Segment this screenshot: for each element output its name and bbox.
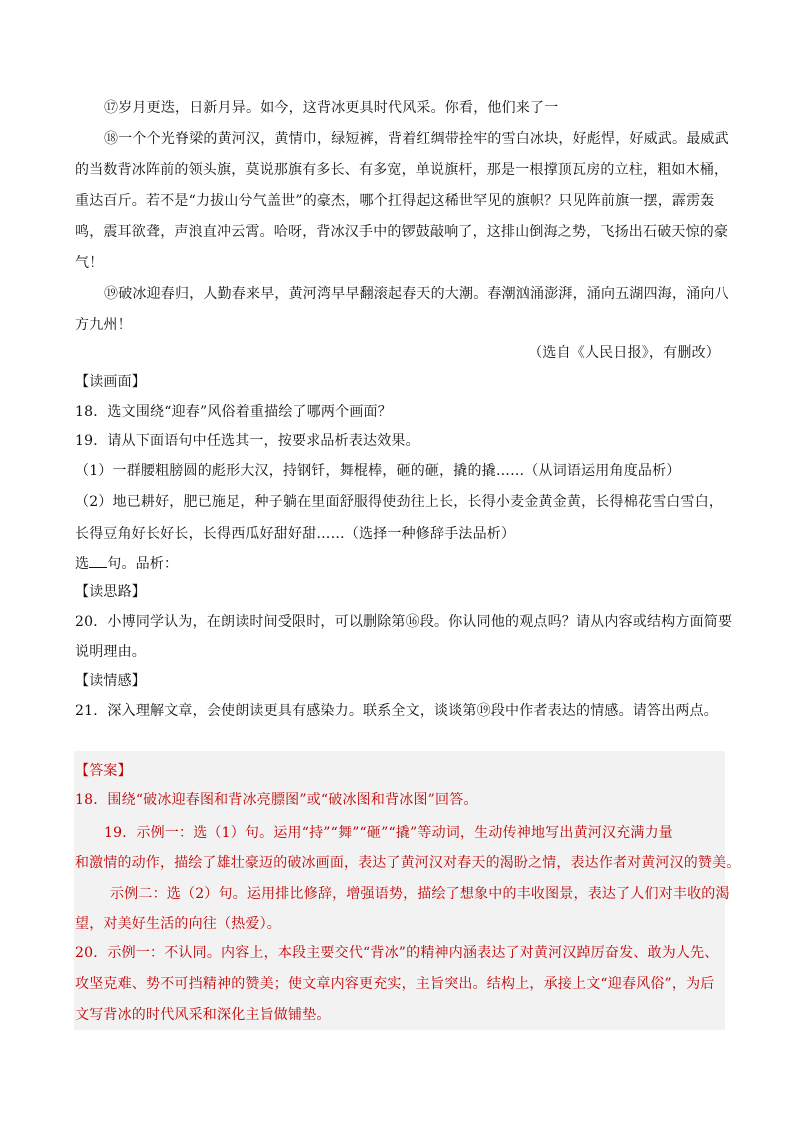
answer-19-line-1: 19．示例一：选（1）句。运用“持”“舞”“砸”“撬”等动词，生动传神地写出黄河汉充满力量 xyxy=(104,825,673,841)
answer-label: 【答案】 xyxy=(75,763,132,779)
question-19-option-2-line-2: 长得豆角好长好长，长得西瓜好甜好甜……（选择一种修辞手法品析） xyxy=(75,526,516,542)
paragraph-18-line-1: ⑱一个个光脊梁的黄河汉，黄情巾，绿短裤，背着红绸带拴牢的雪白冰块，好彪悍，好威武。最威武 xyxy=(104,131,729,147)
question-19: 19．请从下面语句中任选其一，按要求品析表达效果。 xyxy=(75,433,420,449)
question-20-line-1: 20．小博同学认为，在朗读时间受限时，可以删除第⑯段。你认同他的观点吗？请从内容或结构方面简要 xyxy=(75,614,733,630)
paragraph-18-line-3: 重达百斤。若不是“力拔山兮气盖世”的豪杰，哪个扛得起这稀世罕见的旗帜？只见阵前旗一摆，霹雳轰 xyxy=(75,193,715,209)
question-19-option-2-line-1: （2）地已耕好，肥已施足，种子躺在里面舒服得使劲往上长，长得小麦金黄金黄，长得棉花雪白雪白， xyxy=(75,494,724,510)
question-20-line-2: 说明理由。 xyxy=(75,644,146,660)
select-suffix: 句。品析： xyxy=(107,556,179,572)
answer-20-line-3: 文写背冰的时代风采和深化主旨做铺垫。 xyxy=(75,1007,331,1023)
question-19-option-1: （1）一群腰粗膀圆的彪形大汉，持钢钎，舞棍棒，砸的砸，撬的撬……（从词语运用角度品析） xyxy=(75,463,681,479)
paragraph-19-line-2: 方九州！ xyxy=(75,317,132,333)
paragraph-18-line-4: 鸣，震耳欲聋，声浪直冲云霄。哈呀，背冰汉手中的锣鼓敲响了，这排山倒海之势，飞扬出石破天惊的豪 xyxy=(75,224,729,240)
paragraph-18-line-2: 的当数背冰阵前的领头旗，莫说那旗有多长、有多宽，单说旗杆，那是一根撑顶瓦房的立柱，粗如木桶， xyxy=(75,162,729,178)
paragraph-17: ⑰岁月更迭，日新月异。如今，这背冰更具时代风采。你看，他们来了一 xyxy=(104,100,559,116)
answer-blank xyxy=(89,553,107,568)
question-19-answer-prompt xyxy=(75,553,178,574)
answer-18: 18．围绕“破冰迎春图和背冰亮膘图”或“破冰图和背冰图”回答。 xyxy=(75,792,478,808)
answer-19-line-2: 和激情的动作，描绘了雄壮豪迈的破冰画面，表达了黄河汉对春天的渴盼之情，表达作者对黄河汉的赞美。 xyxy=(75,855,741,871)
source-citation: （选自《人民日报》，有删改） xyxy=(528,345,720,361)
paragraph-19-line-1: ⑲破冰迎春归，人勤春来早，黄河湾早早翻滚起春天的大潮。春潮汹涌澎湃，涌向五湖四海，涌向八 xyxy=(104,286,729,302)
paragraph-18-line-5: 气！ xyxy=(75,255,104,271)
question-18: 18．选文围绕“迎春”风俗着重描绘了哪两个画面？ xyxy=(75,404,392,420)
section-heading-read-structure: 【读思路】 xyxy=(75,584,146,600)
select-prefix: 选 xyxy=(75,556,90,572)
section-heading-read-picture: 【读画面】 xyxy=(75,374,146,390)
answer-19-line-3: 示例二：选（2）句。运用排比修辞，增强语势，描绘了想象中的丰收图景，表达了人们对丰收的渴 xyxy=(110,886,730,902)
question-21: 21．深入理解文章，会使朗读更具有感染力。联系全文，谈谈第⑲段中作者表达的情感。请答出两点。 xyxy=(75,703,719,719)
answer-19-line-4: 望，对美好生活的向往（热爱）。 xyxy=(75,916,281,932)
answer-20-line-1: 20．示例一：不认同。内容上，本段主要交代“背冰”的精神内涵表达了对黄河汉踔厉奋发、敢为人先、 xyxy=(75,945,719,961)
answer-20-line-2: 攻坚克难、势不可挡精神的赞美；使文章内容更充实，主旨突出。结构上，承接上文“迎春风俗”，为后 xyxy=(75,976,715,992)
section-heading-read-emotion: 【读情感】 xyxy=(75,673,146,689)
